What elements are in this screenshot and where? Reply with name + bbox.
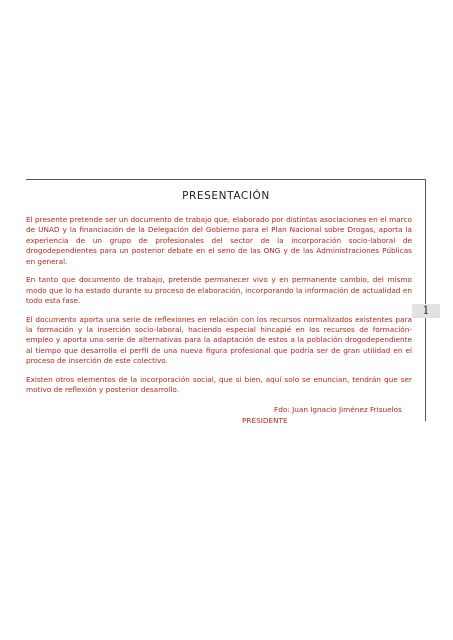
signature-role: PRESIDENTE xyxy=(242,416,288,425)
paragraph-3: El documento aporta una serie de reflexiones en relación con los recursos normalizados existentes para la formación y la inserción socio-laboral, haciendo especial hincapié en los recursos de formación-empleo y aporta una serie de alternativas para la adaptación de estos a la población drogodependiente al tiempo que desarrolla el perfil de una nueva figura profesional que podría ser de gran utilidad en el proceso de inserción de este colectivo. xyxy=(26,314,412,366)
top-rule xyxy=(26,179,426,180)
paragraph-1: El presente pretende ser un documento de trabajo que, elaborado por distintas asociaciones en el marco de UNAD y la financiación de la Delegación del Gobierno para el Plan Nacional sobre Drogas, aporta la experiencia de un grupo de profesionales del sector de la incorporación socio-laboral de drogodependientes para un posterior debate en el seno de las ONG y de las Administraciones Públicas en general. xyxy=(26,215,412,266)
paragraph-4: Existen otros elementos de la incorporación social, que si bien, aquí solo se enuncian, tendrán que ser motivo de reflexión y posterior desarrollo. xyxy=(26,374,412,395)
signature-name: Fdo: Juan Ignacio Jiménez Frisuelos xyxy=(274,405,402,414)
right-rule xyxy=(425,179,426,421)
paragraph-2: En tanto que documento de trabajo, pretende permanecer vivo y en permanente cambio, del mismo modo que lo ha estado durante su proceso de elaboración, incorporando la información de actualidad en todo esta fase. xyxy=(26,275,412,306)
page-title: PRESENTACIÓN xyxy=(182,190,270,202)
presentation-body xyxy=(26,215,412,404)
page-number-tab: 1 xyxy=(412,304,440,318)
